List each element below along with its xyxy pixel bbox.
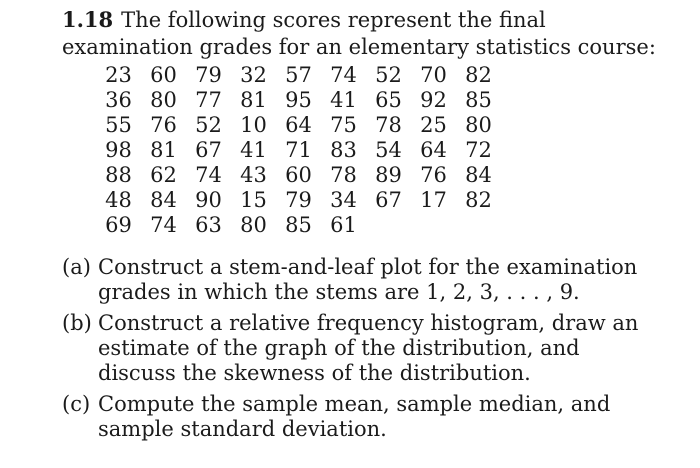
score-cell: 90 — [195, 188, 222, 212]
score-cell: 52 — [375, 63, 402, 87]
score-cell: 36 — [105, 88, 132, 112]
score-cell: 67 — [375, 188, 402, 212]
score-row — [96, 213, 501, 238]
score-cell: 92 — [420, 88, 447, 112]
score-cell: 84 — [150, 188, 177, 212]
score-cell: 60 — [285, 163, 312, 187]
score-cell: 34 — [330, 188, 357, 212]
score-cell: 64 — [420, 138, 447, 162]
score-cell: 57 — [285, 63, 312, 87]
problem-parts — [62, 255, 658, 448]
score-cell: 65 — [375, 88, 402, 112]
score-cell: 81 — [240, 88, 267, 112]
score-cell: 63 — [195, 213, 222, 237]
score-cell: 88 — [105, 163, 132, 187]
problem-statement — [62, 6, 662, 61]
score-cell: 48 — [105, 188, 132, 212]
score-cell: 82 — [465, 63, 492, 87]
part-c-label: (c) — [62, 392, 91, 416]
part-c — [62, 392, 658, 442]
score-cell: 62 — [150, 163, 177, 187]
score-cell: 75 — [330, 113, 357, 137]
score-cell: 17 — [420, 188, 447, 212]
score-cell: 80 — [465, 113, 492, 137]
score-cell: 80 — [240, 213, 267, 237]
score-cell: 61 — [330, 213, 357, 237]
part-b-text: Construct a relative frequency histogram, draw an estimate of the graph of the distribution, and discuss the skewness of the distribution. — [98, 311, 639, 385]
part-a-text: Construct a stem-and-leaf plot for the examination grades in which the stems are 1, 2, 3, . . . , 9. — [98, 255, 638, 304]
score-cell: 67 — [195, 138, 222, 162]
score-cell: 43 — [240, 163, 267, 187]
score-row — [96, 88, 501, 113]
score-cell: 76 — [150, 113, 177, 137]
score-row — [96, 163, 501, 188]
score-cell: 82 — [465, 188, 492, 212]
score-cell: 54 — [375, 138, 402, 162]
score-cell: 71 — [285, 138, 312, 162]
score-cell: 78 — [330, 163, 357, 187]
score-cell: 64 — [285, 113, 312, 137]
score-cell: 55 — [105, 113, 132, 137]
score-cell: 95 — [285, 88, 312, 112]
score-cell: 77 — [195, 88, 222, 112]
score-cell: 69 — [105, 213, 132, 237]
score-row — [96, 188, 501, 213]
score-cell: 98 — [105, 138, 132, 162]
score-cell: 76 — [420, 163, 447, 187]
part-b-label: (b) — [62, 311, 92, 335]
score-cell: 41 — [240, 138, 267, 162]
score-cell: 60 — [150, 63, 177, 87]
scores-table — [96, 63, 501, 238]
score-cell: 85 — [285, 213, 312, 237]
score-cell: 41 — [330, 88, 357, 112]
score-cell: 74 — [195, 163, 222, 187]
score-cell: 74 — [150, 213, 177, 237]
part-c-text: Compute the sample mean, sample median, and sample standard deviation. — [98, 392, 611, 441]
score-cell: 79 — [195, 63, 222, 87]
score-cell: 81 — [150, 138, 177, 162]
score-cell: 70 — [420, 63, 447, 87]
score-cell: 52 — [195, 113, 222, 137]
score-cell: 85 — [465, 88, 492, 112]
score-cell: 25 — [420, 113, 447, 137]
score-row — [96, 138, 501, 163]
score-cell: 80 — [150, 88, 177, 112]
score-cell: 74 — [330, 63, 357, 87]
part-a — [62, 255, 658, 305]
score-cell: 84 — [465, 163, 492, 187]
score-row — [96, 113, 501, 138]
score-cell: 15 — [240, 188, 267, 212]
part-a-label: (a) — [62, 255, 91, 279]
score-cell: 89 — [375, 163, 402, 187]
problem-intro: The following scores represent the final examination grades for an elementary statistics course: — [62, 8, 656, 59]
score-cell: 72 — [465, 138, 492, 162]
score-cell: 78 — [375, 113, 402, 137]
score-row — [96, 63, 501, 88]
part-b — [62, 311, 658, 386]
score-cell: 32 — [240, 63, 267, 87]
score-cell: 79 — [285, 188, 312, 212]
problem-number: 1.18 — [62, 7, 114, 32]
score-cell: 23 — [105, 63, 132, 87]
score-cell: 10 — [240, 113, 267, 137]
score-cell: 83 — [330, 138, 357, 162]
